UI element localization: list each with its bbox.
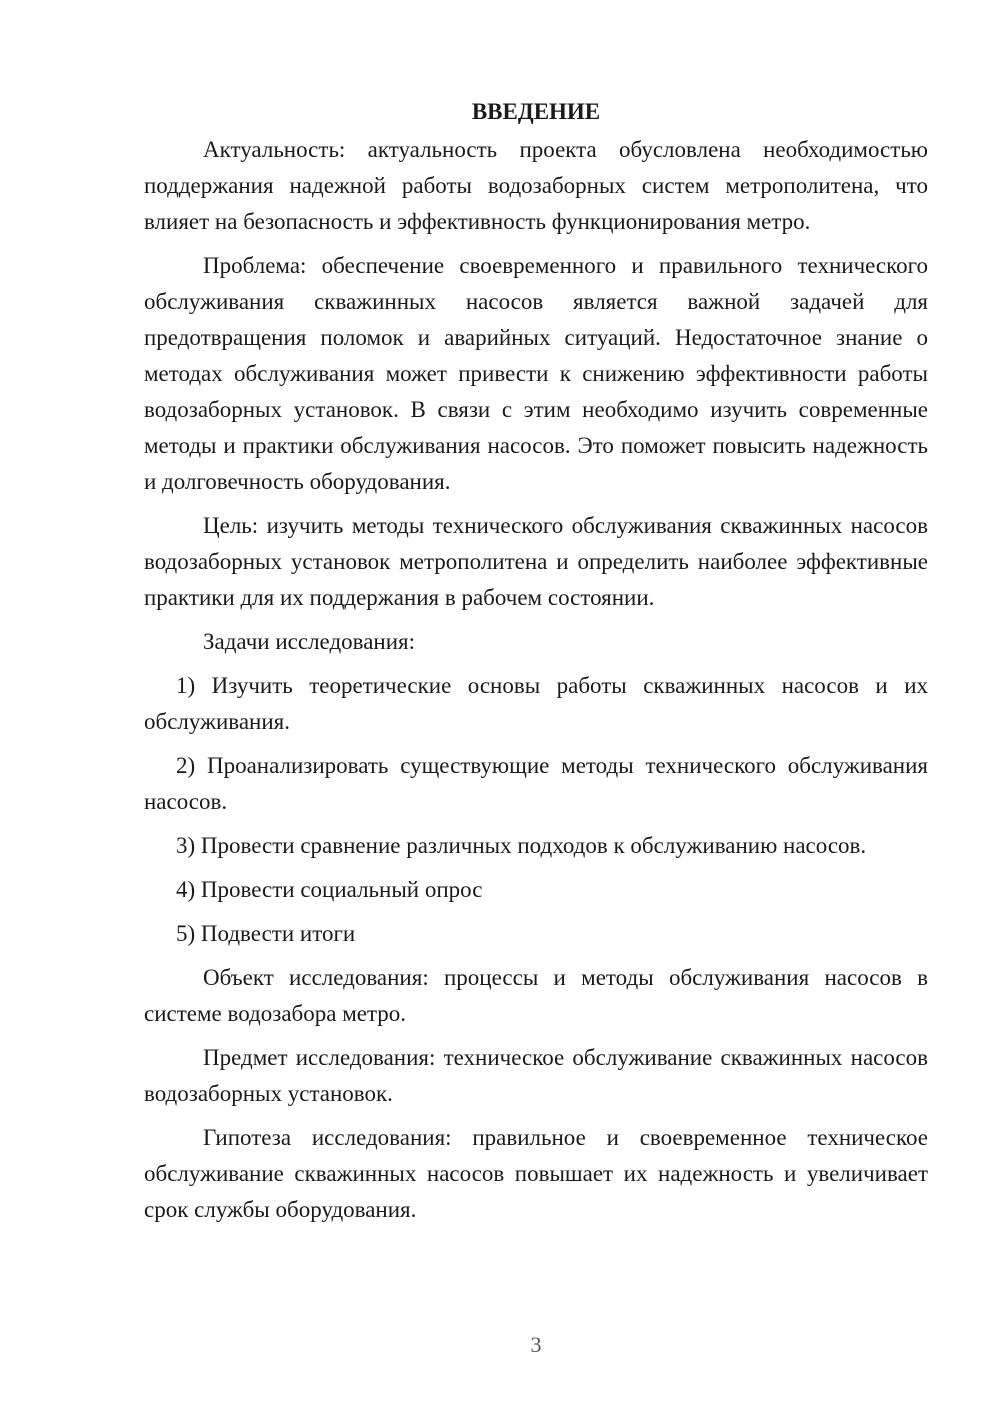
task-item-3: 3) Провести сравнение различных подходов к обслуживанию насосов. [176, 833, 867, 858]
task-item-5: 5) Подвести итоги [176, 921, 356, 946]
problem-paragraph: Проблема: обеспечение своевременного и правильного технического обслуживания скважинных насосов является важной задачей для предотвращения поломок и аварийных ситуаций. Недостаточное знание о методах обслуживания может привести к снижению эффективности работы водозаборных установок. В связи с этим необходимо изучить современные методы и практики обслуживания насосов. Это поможет повысить надежность и долговечность оборудования. [144, 253, 928, 494]
relevance-paragraph: Актуальность: актуальность проекта обусловлена необходимостью поддержания надежной работы водозаборных систем метрополитена, что влияет на безопасность и эффективность функционирования метро. [144, 137, 928, 234]
task-item-4: 4) Провести социальный опрос [176, 877, 483, 902]
page-content [144, 94, 928, 1228]
task-item-1: 1) Изучить теоретические основы работы скважинных насосов и их обслуживания. [144, 673, 928, 734]
page-number: 3 [530, 1332, 542, 1357]
tasks-title: Задачи исследования: [203, 629, 416, 654]
task-item-2: 2) Проанализировать существующие методы технического обслуживания насосов. [144, 753, 928, 814]
goal-paragraph: Цель: изучить методы технического обслуживания скважинных насосов водозаборных установок метрополитена и определить наиболее эффективные практики для их поддержания в рабочем состоянии. [144, 513, 928, 610]
page-title: ВВЕДЕНИЕ [471, 99, 601, 124]
hypothesis-paragraph: Гипотеза исследования: правильное и своевременное техническое обслуживание скважинных насосов повышает их надежность и увеличивает срок службы оборудования. [144, 1125, 928, 1222]
subject-paragraph: Предмет исследования: техническое обслуживание скважинных насосов водозаборных установок. [144, 1045, 928, 1106]
object-paragraph: Объект исследования: процессы и методы обслуживания насосов в системе водозабора метро. [144, 965, 928, 1026]
